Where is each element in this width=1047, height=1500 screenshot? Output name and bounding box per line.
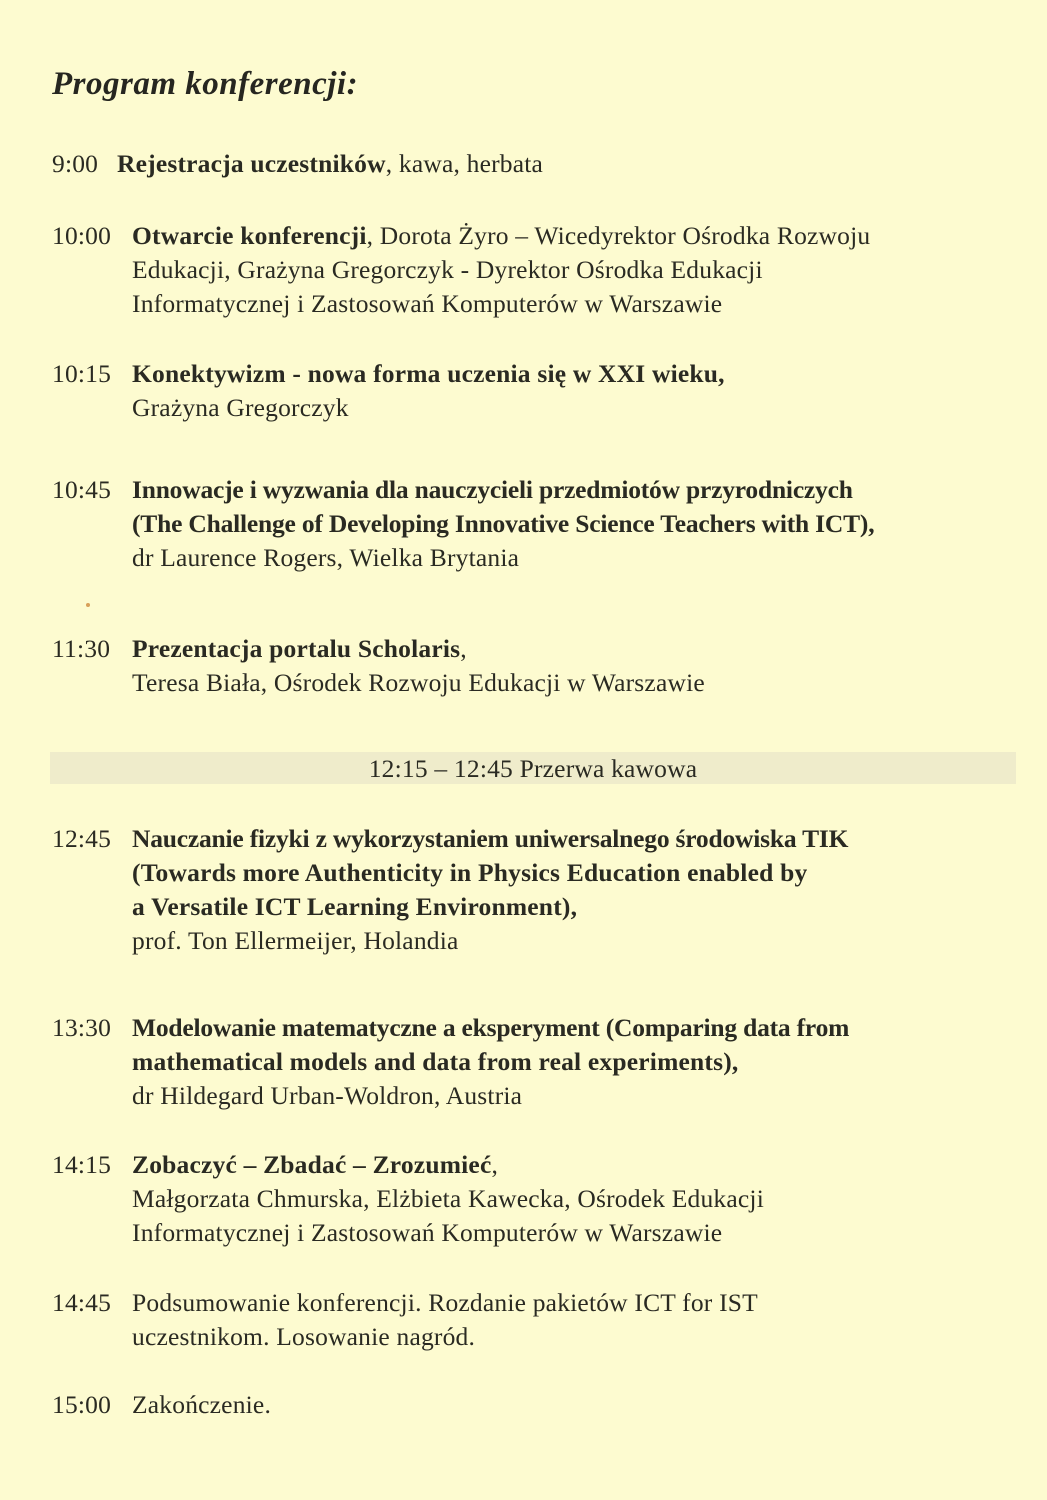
agenda-item-closing	[52, 1388, 1027, 1422]
item-time: 12:45	[52, 824, 112, 853]
item-details-line: uczestnikom. Losowanie nagród.	[132, 1322, 476, 1351]
item-title: a Versatile ICT Learning Environment),	[132, 892, 578, 921]
item-time: 13:30	[52, 1013, 112, 1042]
item-speaker: prof. Ton Ellermeijer, Holandia	[132, 926, 459, 955]
agenda-item-registration	[52, 147, 1027, 181]
agenda-item-physics	[52, 822, 1027, 958]
item-details-line: Edukacji, Grażyna Gregorczyk - Dyrektor Ośrodka Edukacji	[132, 255, 763, 284]
item-title: Rejestracja uczestników	[117, 149, 386, 178]
agenda-item-modelling	[52, 1011, 1027, 1113]
item-body	[132, 1011, 1027, 1113]
item-time: 11:30	[52, 634, 111, 663]
coffee-break-banner: 12:15 – 12:45 Przerwa kawowa	[50, 752, 1016, 784]
item-speaker: Teresa Biała, Ośrodek Rozwoju Edukacji w Warszawie	[132, 668, 705, 697]
item-body: Zobaczyć – Zbadać – Zrozumieć, Małgorzata Chmurska, Elżbieta Kawecka, Ośrodek Edukacji Informatycznej i Zastosowań Komputerów w Warszawie	[132, 1148, 1027, 1250]
item-title: Zobaczyć – Zbadać – Zrozumieć	[132, 1150, 492, 1179]
item-body: Prezentacja portalu Scholaris, Teresa Biała, Ośrodek Rozwoju Edukacji w Warszawie	[132, 632, 1027, 700]
item-title: Prezentacja portalu Scholaris	[132, 634, 461, 663]
item-body	[132, 473, 1027, 575]
item-title: mathematical models and data from real experiments),	[132, 1047, 739, 1076]
agenda-item-see-explore-understand	[52, 1148, 1027, 1250]
page-title: Program konferencji:	[52, 66, 359, 102]
item-title: Otwarcie konferencji	[132, 221, 367, 250]
item-title: Konektywizm - nowa forma uczenia się w XXI wieku,	[132, 359, 725, 388]
item-details: , Dorota Żyro – Wicedyrektor Ośrodka Rozwoju	[366, 221, 871, 250]
speck-mark	[86, 603, 90, 607]
item-speaker: Małgorzata Chmurska, Elżbieta Kawecka, Ośrodek Edukacji	[132, 1184, 764, 1213]
item-body	[132, 219, 1027, 321]
item-time: 15:00	[52, 1390, 112, 1419]
item-time: 10:45	[52, 475, 112, 504]
item-title: (Towards more Authenticity in Physics Education enabled by	[132, 858, 808, 887]
item-title: Nauczanie fizyki z wykorzystaniem uniwersalnego środowiska TIK	[132, 824, 849, 853]
agenda-item-scholaris	[52, 632, 1027, 700]
item-body	[117, 147, 1027, 181]
agenda-item-science-teachers	[52, 473, 1027, 575]
item-details-line: Zakończenie.	[132, 1390, 272, 1419]
item-time: 10:00	[52, 221, 112, 250]
item-body	[132, 822, 1027, 958]
agenda-item-opening	[52, 219, 1027, 321]
item-speaker: dr Laurence Rogers, Wielka Brytania	[132, 543, 520, 572]
item-speaker: Grażyna Gregorczyk	[132, 393, 349, 422]
item-details-line: Informatycznej i Zastosowań Komputerów w Warszawie	[132, 289, 723, 318]
item-title: Innowacje i wyzwania dla nauczycieli przedmiotów przyrodniczych	[132, 475, 853, 504]
agenda-item-summary	[52, 1286, 1027, 1354]
item-body	[132, 357, 1027, 425]
item-body	[132, 1286, 1027, 1354]
item-details: , kawa, herbata	[385, 149, 544, 178]
item-time: 9:00	[52, 149, 99, 178]
agenda-item-connectivism	[52, 357, 1027, 425]
item-body	[132, 1388, 1027, 1422]
item-speaker: dr Hildegard Urban-Woldron, Austria	[132, 1081, 523, 1110]
item-time: 14:15	[52, 1150, 112, 1179]
item-details-line: Podsumowanie konferencji. Rozdanie pakietów ICT for IST	[132, 1288, 758, 1317]
item-time: 10:15	[52, 359, 112, 388]
item-title: Modelowanie matematyczne a eksperyment (Comparing data from	[132, 1013, 850, 1042]
item-title: (The Challenge of Developing Innovative Science Teachers with ICT),	[132, 509, 875, 538]
item-speaker: Informatycznej i Zastosowań Komputerów w Warszawie	[132, 1218, 723, 1247]
item-time: 14:45	[52, 1288, 112, 1317]
